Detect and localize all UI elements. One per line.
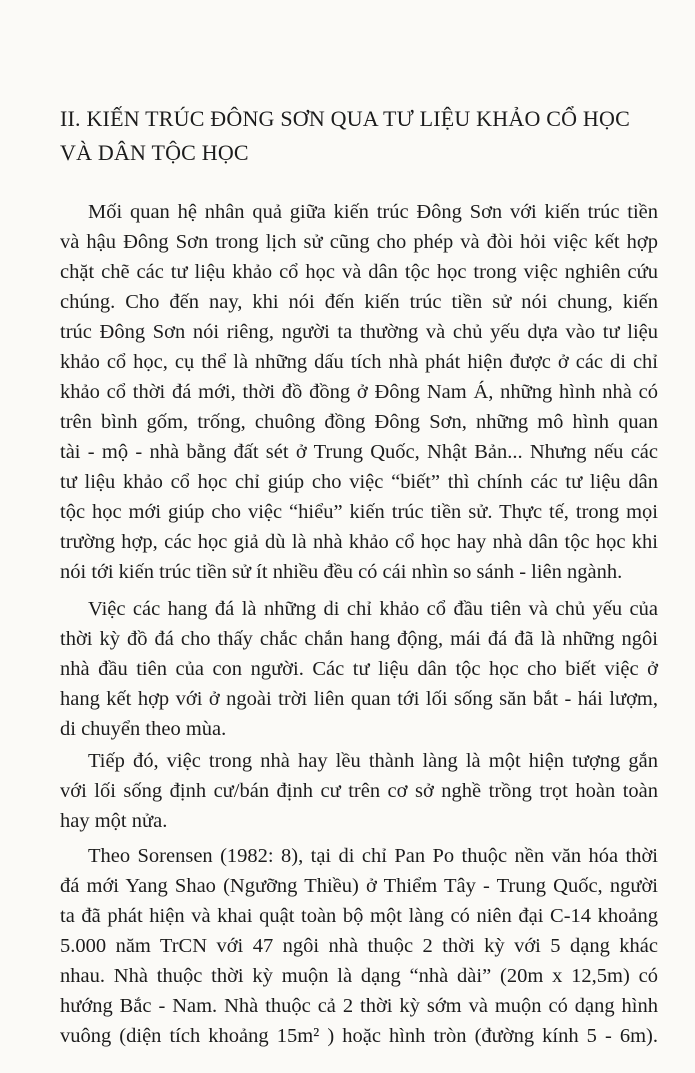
text-line: trường hợp, các học giả dù là nhà khảo cổ học hay nhà dân tộc học khi [60,531,658,553]
text-line: vuông (diện tích khoảng 15m² ) hoặc hình tròn (đường kính 5 - 6m). [60,1025,658,1047]
text-line: hay một nửa. [60,810,168,832]
text-line: Việc các hang đá là những di chỉ khảo cổ đầu tiên và chủ yếu của [88,598,658,620]
text-line: Mối quan hệ nhân quả giữa kiến trúc Đông Sơn với kiến trúc tiền [88,201,658,223]
section-heading [60,102,658,170]
text-line: trên bình gốm, trống, chuông đồng Đông Sơn, những mô hình quan [60,411,658,433]
section-heading-line-1: II. KIẾN TRÚC ĐÔNG SƠN QUA TƯ LIỆU KHẢO CỔ HỌC [60,106,630,131]
text-line: nhau. Nhà thuộc thời kỳ muộn là dạng “nhà dài” (20m x 12,5m) có [60,965,658,987]
text-line: với lối sống định cư/bán định cư trên cơ sở nghề trồng trọt hoàn toàn [60,780,658,802]
paragraph-4 [60,841,658,1051]
text-line: tộc học mới giúp cho việc “hiểu” kiến trúc tiền sử. Thực tế, trong mọi [60,501,658,523]
text-line: khảo cổ học, cụ thể là những dấu tích nhà phát hiện được ở các di chỉ [60,351,658,373]
paragraph-2 [60,594,658,744]
text-line: thời kỳ đồ đá cho thấy chắc chắn hang động, mái đá đã là những ngôi [60,628,658,650]
text-line: đá mới Yang Shao (Ngưỡng Thiều) ở Thiểm Tây - Trung Quốc, người [60,875,658,897]
text-line: nói tới kiến trúc tiền sử ít nhiều đều có cái nhìn so sánh - liên ngành. [60,561,623,583]
text-line: tài - mộ - nhà bằng đất sét ở Trung Quốc, Nhật Bản... Nhưng nếu các [60,441,658,463]
text-line: Tiếp đó, việc trong nhà hay lều thành làng là một hiện tượng gắn [88,750,658,772]
text-line: trúc Đông Sơn nói riêng, người ta thường và chủ yếu dựa vào tư liệu [60,321,658,343]
text-line: ta đã phát hiện và khai quật toàn bộ một làng có niên đại C-14 khoảng [60,905,658,927]
paragraph-1 [60,197,658,587]
text-line: nhà đầu tiên của con người. Các tư liệu dân tộc học cho biết việc ở [60,658,658,680]
text-line: chặt chẽ các tư liệu khảo cổ học và dân tộc học trong việc nghiên cứu [60,261,658,283]
text-line: và hậu Đông Sơn trong lịch sử cũng cho phép và đòi hỏi việc kết hợp [60,231,658,253]
text-line: tư liệu khảo cổ học chỉ giúp cho việc “biết” thì chính các tư liệu dân [60,471,658,493]
text-line: 5.000 năm TrCN với 47 ngôi nhà thuộc 2 thời kỳ với 5 dạng khác [60,935,658,957]
text-line: Theo Sorensen (1982: 8), tại di chỉ Pan Po thuộc nền văn hóa thời [88,845,658,867]
text-line: hang kết hợp với ở ngoài trời liên quan tới lối sống săn bắt - hái lượm, [60,688,658,710]
text-line: khảo cổ thời đá mới, thời đồ đồng ở Đông Nam Á, những hình nhà có [60,381,658,403]
text-line: chúng. Cho đến nay, khi nói đến kiến trúc tiền sử nói chung, kiến [60,291,658,313]
paragraph-3 [60,746,658,836]
text-line: hướng Bắc - Nam. Nhà thuộc cả 2 thời kỳ sớm và muộn có dạng hình [60,995,658,1017]
section-heading-line-2: VÀ DÂN TỘC HỌC [60,140,249,165]
text-line: di chuyển theo mùa. [60,718,227,740]
